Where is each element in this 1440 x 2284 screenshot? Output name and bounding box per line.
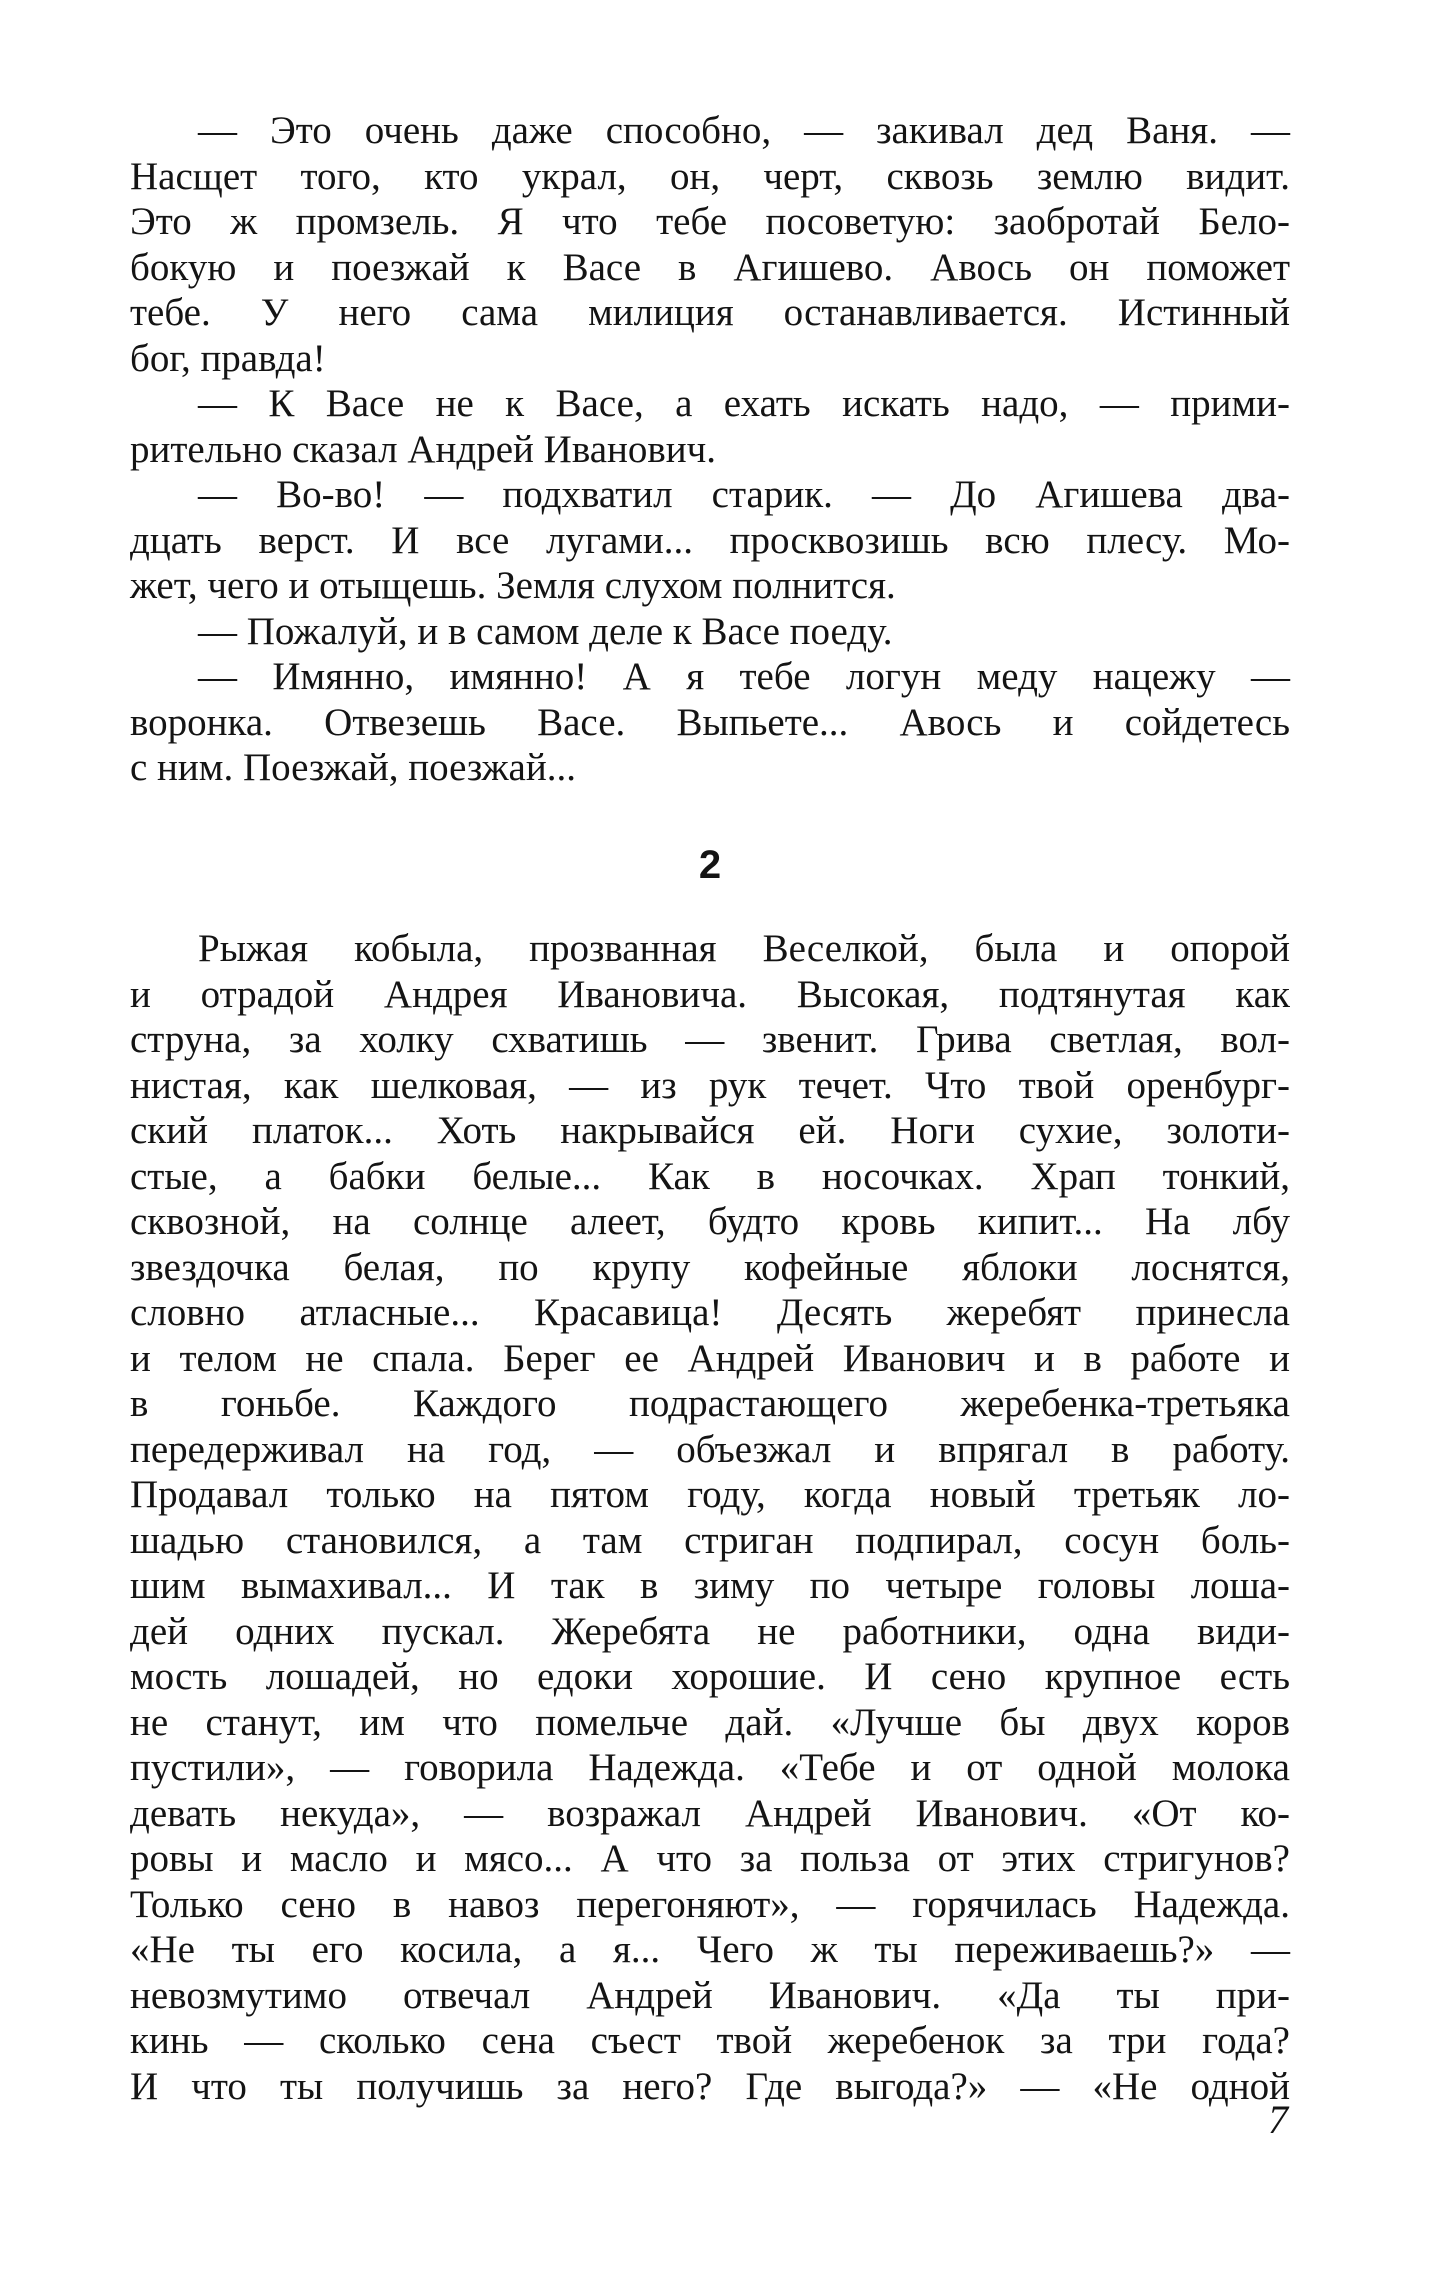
text-line: мость лошадей, но едоки хорошие. И сено крупное есть <box>130 1655 1290 1698</box>
text-line: — Во-во! — подхватил старик. — До Агишева два- <box>198 473 1290 516</box>
page-number: 7 <box>1268 2097 1288 2142</box>
text-line: воронка. Отвезешь Васе. Выпьете... Авось и сойдетесь <box>130 700 1290 744</box>
text-line: струна, за холку схватишь — звенит. Грива светлая, вол- <box>130 1018 1290 1061</box>
text-line: шадью становился, а там стриган подпирал, сосун боль- <box>130 1518 1290 1562</box>
text-line: тебе. У него сама милиция останавливается. Истинный <box>130 291 1290 334</box>
text-line: Это ж промзель. Я что тебе посоветую: заобротай Бело- <box>130 200 1290 243</box>
text-line: Только сено в навоз перегоняют», — горячилась Надежда. <box>130 1882 1290 1926</box>
text-line: кинь — сколько сена съест твой жеребенок за три года? <box>130 2019 1290 2062</box>
text-line: жет, чего и отыщешь. Земля слухом полнится. <box>130 564 896 607</box>
text-line: и отрадой Андрея Ивановича. Высокая, подтянутая как <box>130 972 1290 1016</box>
text-line: сквозной, на солнце алеет, будто кровь кипит... На лбу <box>130 1200 1290 1243</box>
text-line: невозмутимо отвечал Андрей Иванович. «Да ты при- <box>130 1973 1290 2017</box>
text-line: — Имянно, имянно! А я тебе логун меду нацежу — <box>198 655 1290 698</box>
text-line: звездочка белая, по крупу кофейные яблоки лоснятся, <box>130 1245 1290 1289</box>
text-line: рительно сказал Андрей Иванович. <box>130 427 717 471</box>
text-line: — Это очень даже способно, — закивал дед Ваня. — <box>198 109 1290 152</box>
text-line: в гоньбе. Каждого подрастающего жеребенка-третьяка <box>130 1382 1290 1425</box>
section-paragraph <box>130 926 1290 2109</box>
text-line: ский платок... Хоть накрывайся ей. Ноги сухие, золоти- <box>130 1109 1290 1152</box>
text-line: с ним. Поезжай, поезжай... <box>130 746 576 789</box>
text-line: передерживал на год, — объезжал и впрягал в работу. <box>130 1427 1290 1471</box>
text-line: бокую и поезжай к Васе в Агишево. Авось он поможет <box>130 245 1290 289</box>
text-line: Насщет того, кто украл, он, черт, сквозь землю видит. <box>130 154 1290 198</box>
text-line: ровы и масло и мясо... А что за польза от этих стригунов? <box>130 1837 1290 1880</box>
text-line: дцать верст. И все лугами... просквозишь всю плесу. Мо- <box>130 518 1290 562</box>
section-number: 2 <box>698 843 722 887</box>
text-line: дей одних пускал. Жеребята не работники, одна види- <box>130 1609 1290 1653</box>
text-line: бог, правда! <box>130 336 326 380</box>
text-line: «Не ты его косила, а я... Чего ж ты переживаешь?» — <box>130 1928 1290 1971</box>
text-line: стые, а бабки белые... Как в носочках. Храп тонкий, <box>130 1154 1290 1198</box>
text-line: словно атласные... Красавица! Десять жеребят принесла <box>130 1291 1290 1334</box>
text-line: И что ты получишь за него? Где выгода?» — «Не одной <box>130 2064 1290 2108</box>
text-line: не станут, им что помельче дай. «Лучше бы двух коров <box>130 1700 1290 1744</box>
text-line: пустили», — говорила Надежда. «Тебе и от одной молока <box>130 1746 1290 1789</box>
text-line: — Пожалуй, и в самом деле к Васе поеду. <box>198 609 893 653</box>
text-line: Продавал только на пятом году, когда новый третьяк ло- <box>130 1473 1290 1516</box>
text-line: девать некуда», — возражал Андрей Иванович. «От ко- <box>130 1791 1290 1835</box>
dialogue-block <box>130 108 1290 791</box>
text-line: шим вымахивал... И так в зиму по четыре головы лоша- <box>130 1564 1290 1607</box>
text-line: нистая, как шелковая, — из рук течет. Что твой оренбург- <box>130 1063 1290 1107</box>
text-line: Рыжая кобыла, прозванная Веселкой, была и опорой <box>198 927 1290 970</box>
text-line: — К Васе не к Васе, а ехать искать надо, — прими- <box>198 382 1290 425</box>
text-line: и телом не спала. Берег ее Андрей Иванович и в работе и <box>130 1336 1290 1380</box>
